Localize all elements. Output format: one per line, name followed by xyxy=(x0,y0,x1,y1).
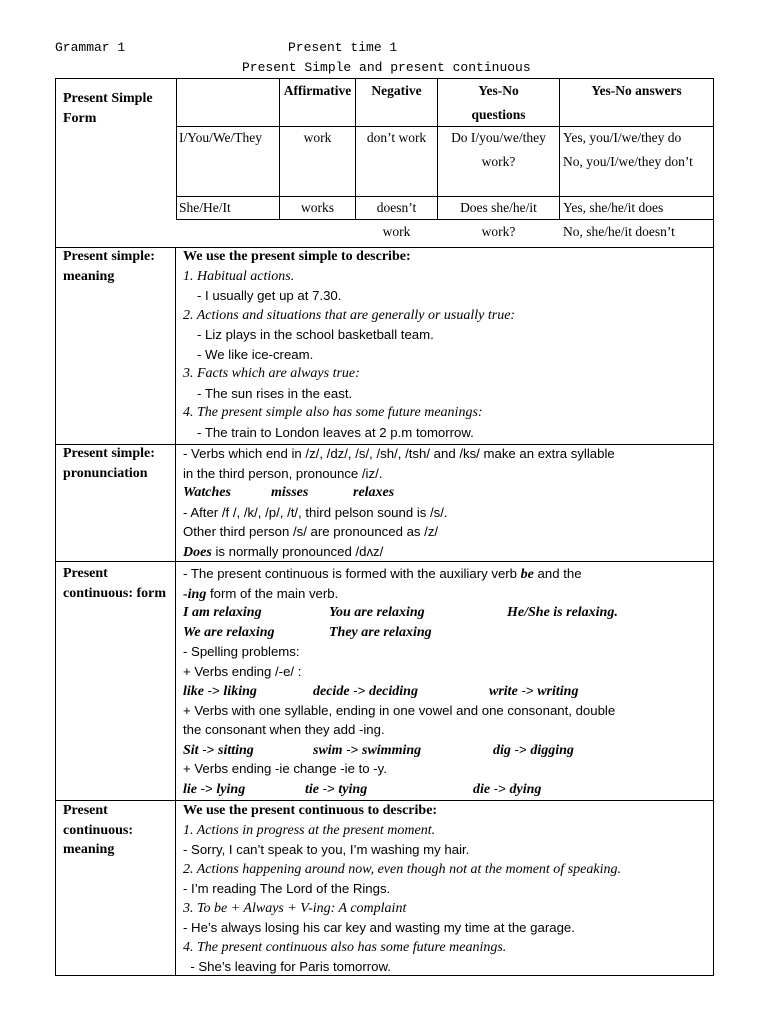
section-divider xyxy=(56,561,713,562)
column-divider xyxy=(175,247,176,976)
subject-singular: She/He/It xyxy=(179,200,231,215)
form-table xyxy=(176,79,713,247)
question-plural: Do I/you/we/they work? xyxy=(451,130,546,169)
row-label-cont-meaning: Present continuous: meaning xyxy=(63,803,134,857)
row-label-pronunciation: Present simple: pronunciation xyxy=(63,446,155,481)
question-singular: Does she/he/it work? xyxy=(460,200,537,239)
negative-singular: doesn’t work xyxy=(376,200,417,239)
cont-form-content: - The present continuous is formed with the auxiliary verb be and the -ing form of the main verb. I am relaxing You are relaxing He/She is relaxing. We are relaxing They are relaxing - Spelling problems: + Verbs ending /-e/ : like -> liking decide -> deciding write -> writing + Verbs with one syllable, ending in one vowel and one consonant, double the consonant when they add -ing. Sit -> sitting swim -> swimming dig -> digging + Verbs ending -ie change -ie to -y. lie -> lying tie -> tying die -> dying xyxy=(183,566,618,797)
document-header-left: Grammar 1 xyxy=(55,40,126,55)
negative-plural: don’t work xyxy=(366,130,427,145)
col-header-negative: Negative xyxy=(371,83,422,98)
answers-singular: Yes, she/he/it does No, she/he/it doesn’t xyxy=(563,200,675,239)
col-header-answers: Yes-No answers xyxy=(591,83,682,98)
document-header-subtitle: Present Simple and present continuous xyxy=(242,60,531,75)
row-label-cont-form: Present continuous: form xyxy=(63,566,167,601)
row-label-form: Present Simple Form xyxy=(63,91,153,126)
subject-plural: I/You/We/They xyxy=(179,130,263,145)
answers-plural: Yes, you/I/we/they do No, you/I/we/they don’t xyxy=(563,130,693,169)
meaning-intro: We use the present simple to describe: xyxy=(183,249,411,264)
col-header-questions: Yes-No questions xyxy=(471,83,526,122)
grammar-table xyxy=(55,78,714,976)
col-header-affirmative: Affirmative xyxy=(283,83,352,98)
row-label-meaning: Present simple: meaning xyxy=(63,249,155,284)
cont-meaning-intro: We use the present continuous to describe: xyxy=(183,803,438,818)
affirmative-plural: work xyxy=(303,130,332,145)
cont-meaning-content: We use the present continuous to describe: 1. Actions in progress at the present moment. - Sorry, I can’t speak to you, I’m washing my hair. 2. Actions happening around now, even though not at the moment of speaking. - I’m reading The Lord of the Rings. 3. To be + Always + V-ing: A complaint - He’s always losing his car key and wasting my time at the garage. 4. The present continuous also has some future meanings. - She’s leaving for Paris tomorrow. xyxy=(183,801,708,977)
pronunciation-content: - Verbs which end in /z/, /dz/, /s/, /sh/, /tsh/ and /ks/ make an extra syllable in the third person, pronounce /iz/. Watches misses relaxes - After /f /, /k/, /p/, /t/, third pelson sound is /s/. Other third person /s/ are pronounced as /z/ Does is normally pronounced /dʌz/ xyxy=(183,446,615,560)
meaning-content: We use the present simple to describe: 1. Habitual actions. - I usually get up at 7.30. 2. Actions and situations that are generally or usually true: - Liz plays in the school basketball team. - We like ice-cream. 3. Facts which are always true: - The sun rises in the east. 4. The present simple also has some future meanings: - The train to London leaves at 2 p.m tomorrow. xyxy=(183,247,708,442)
affirmative-singular: works xyxy=(301,200,334,215)
document-header-title: Present time 1 xyxy=(288,40,398,55)
